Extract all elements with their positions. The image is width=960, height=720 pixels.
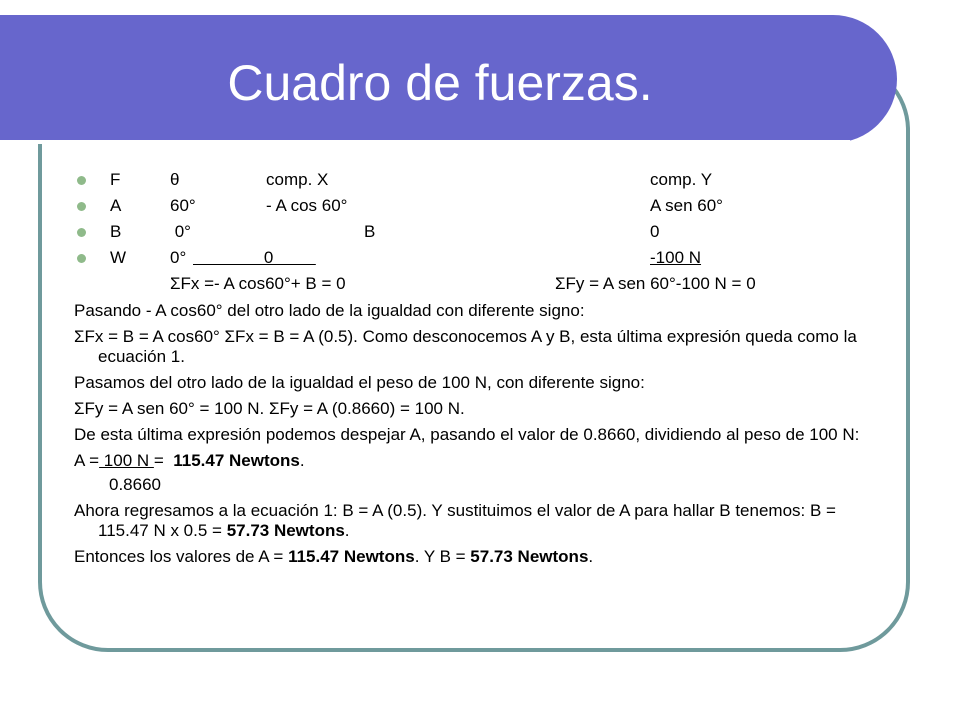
table-row <box>74 196 854 222</box>
table-header-row <box>74 170 854 196</box>
title-band <box>0 15 897 143</box>
b-result: 57.73 Newtons <box>226 521 345 540</box>
slide-title: Cuadro de fuerzas. <box>227 55 653 111</box>
conclusion-text-1: Entonces los valores de A = <box>74 547 289 566</box>
fraction-numerator: 100 N <box>99 451 154 470</box>
title-underline <box>0 140 850 144</box>
paragraph: ΣFx = B = A cos60° ΣFx = B = A (0.5). Como desconocemos A y B, esta última expresión queda como la ecuación 1. <box>74 327 857 366</box>
paragraph-conclusion <box>74 547 874 567</box>
table-row <box>74 248 854 274</box>
row-angle: 0° <box>170 248 187 267</box>
conclusion-text-2: . Y B = <box>414 547 471 566</box>
row-force: A <box>110 196 122 215</box>
conclusion-a: 115.47 Newtons <box>288 547 415 566</box>
bullet-icon <box>77 202 86 211</box>
bullet-icon <box>77 228 86 237</box>
paragraph: De esta última expresión podemos despejar A, pasando el valor de 0.8660, dividiendo al peso de 100 N: <box>74 425 860 444</box>
paragraph: Pasando - A cos60° del otro lado de la igualdad con diferente signo: <box>74 301 585 320</box>
sum-row <box>74 274 854 301</box>
a-prefix: A = <box>74 451 100 470</box>
conclusion-b: 57.73 Newtons <box>470 547 589 566</box>
a-result: 115.47 Newtons <box>173 451 300 470</box>
paragraph-b-result <box>74 501 874 541</box>
row-comp-y: A sen 60° <box>650 196 723 215</box>
bullet-icon <box>77 254 86 263</box>
b-text: Ahora regresamos a la ecuación 1: B = A (0.5). Y sustituimos el valor de A para hallar B tenemos: B = 115.47 N x 0.5 = <box>74 501 836 540</box>
row-comp-y: 0 <box>650 222 660 241</box>
period: . <box>344 521 350 540</box>
row-comp-x: 0 <box>193 248 316 267</box>
row-force: B <box>110 222 122 241</box>
header-comp-x: comp. X <box>266 170 329 189</box>
bullet-icon <box>77 176 86 185</box>
paragraph: ΣFy = A sen 60° = 100 N. ΣFy = A (0.8660) = 100 N. <box>74 399 465 418</box>
header-comp-y: comp. Y <box>650 170 713 189</box>
period: . <box>588 547 594 566</box>
sum-fy: ΣFy = A sen 60°-100 N = 0 <box>555 274 756 293</box>
paragraph-a-result <box>74 451 874 471</box>
slide-content <box>74 170 860 573</box>
row-comp-x: B <box>364 222 376 241</box>
row-angle: 60° <box>170 196 196 215</box>
period: . <box>299 451 305 470</box>
header-theta: θ <box>170 170 180 189</box>
table-row <box>74 222 854 248</box>
paragraph: Pasamos del otro lado de la igualdad el peso de 100 N, con diferente signo: <box>74 373 645 392</box>
fraction-denominator: 0.8660 <box>109 475 161 494</box>
row-angle: 0° <box>170 222 191 241</box>
row-comp-x: - A cos 60° <box>266 196 348 215</box>
header-f: F <box>110 170 121 189</box>
equals-sign: = <box>153 451 174 470</box>
row-force: W <box>110 248 127 267</box>
row-comp-y: -100 N <box>650 248 702 267</box>
sum-fx: ΣFx =- A cos60°+ B = 0 <box>170 274 346 293</box>
